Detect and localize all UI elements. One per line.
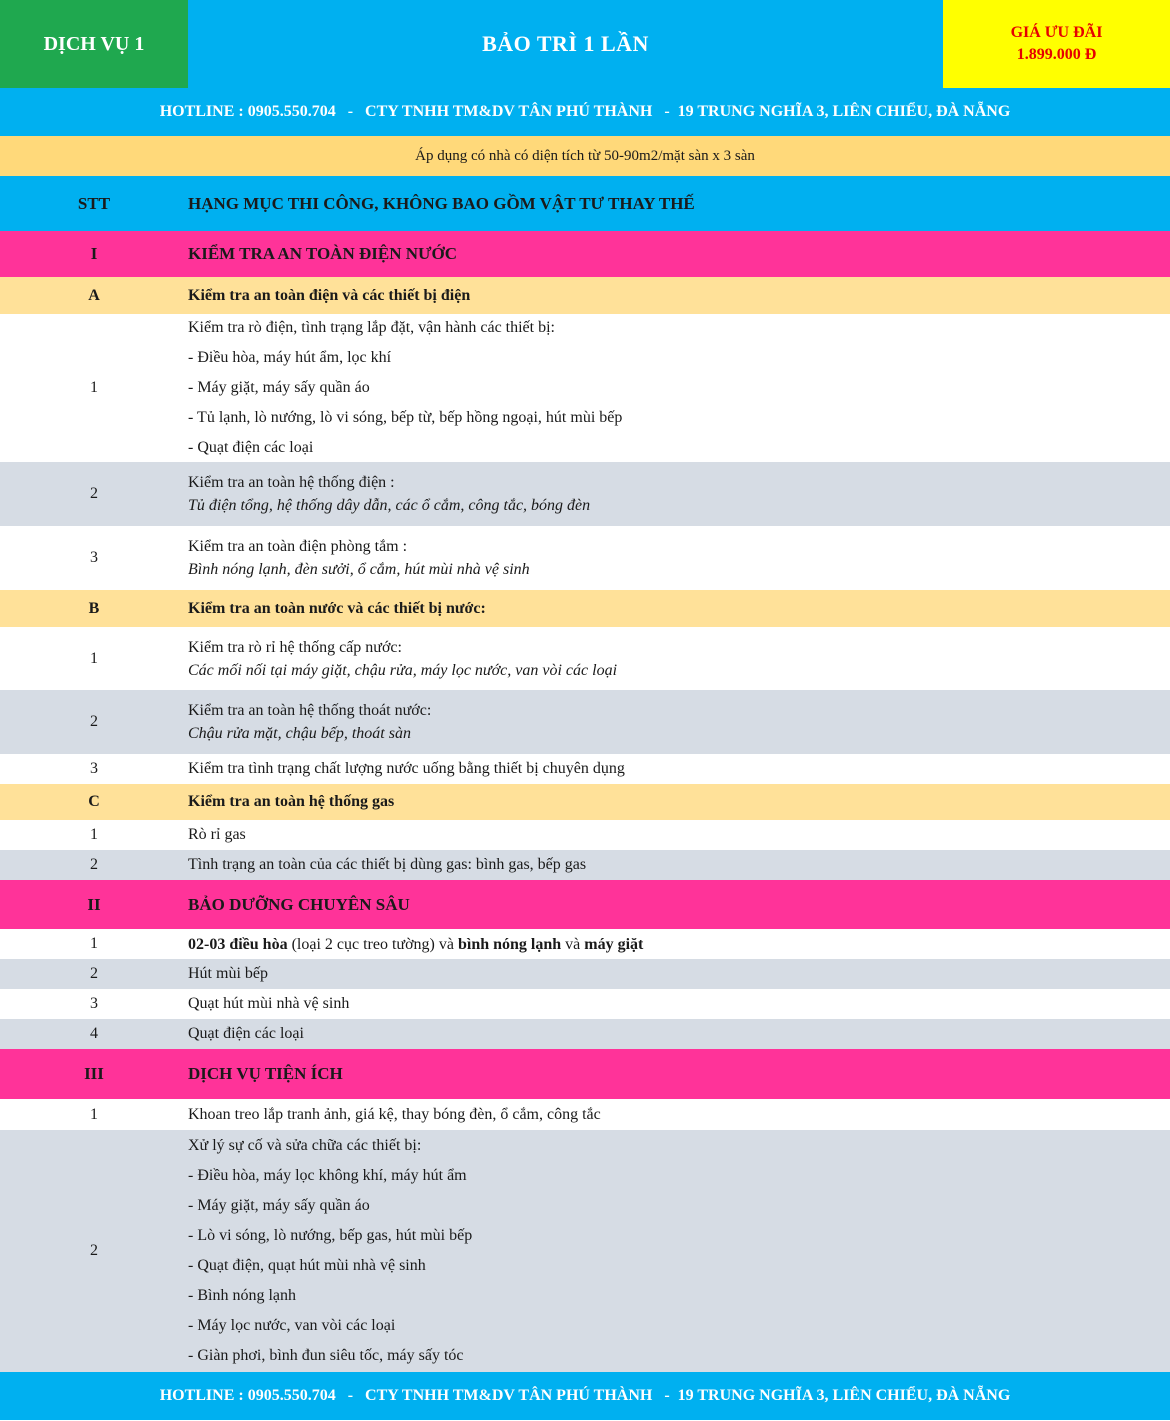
bold-text: máy giặt xyxy=(584,935,644,953)
row-stt: 3 xyxy=(90,549,98,566)
row-stt: 2 xyxy=(90,713,98,730)
row-stt: 3 xyxy=(90,760,98,777)
row-content xyxy=(188,526,1170,590)
subsection-stt: A xyxy=(88,286,100,304)
row-content: Khoan treo lắp tranh ảnh, giá kệ, thay bóng đèn, ổ cắm, công tắc xyxy=(188,1105,601,1123)
row-line: Kiểm tra an toàn hệ thống thoát nước: xyxy=(188,702,432,719)
row-stt: 1 xyxy=(90,1105,98,1123)
table-row xyxy=(0,1019,1170,1049)
page-title: BẢO TRÌ 1 LẦN xyxy=(188,0,943,88)
row-stt: 1 xyxy=(90,826,98,843)
table-row xyxy=(0,754,1170,784)
row-stt: 2 xyxy=(90,485,98,502)
row-line: - Máy lọc nước, van vòi các loại xyxy=(188,1317,396,1334)
subsection-title: Kiểm tra an toàn hệ thống gas xyxy=(188,793,395,810)
row-content xyxy=(188,1130,1170,1372)
row-line xyxy=(188,933,1170,956)
row-line: Kiểm tra rò rỉ hệ thống cấp nước: xyxy=(188,638,402,656)
row-line: - Điều hòa, máy hút ẩm, lọc khí xyxy=(188,349,392,366)
section-row xyxy=(0,880,1170,929)
row-content: Rò rỉ gas xyxy=(188,826,246,843)
price-label: GIÁ ƯU ĐÃI xyxy=(1010,24,1103,41)
table-row xyxy=(0,526,1170,590)
subsection-row xyxy=(0,277,1170,314)
row-content xyxy=(188,929,1170,959)
hotline-bar: HOTLINE : 0905.550.704 - CTY TNHH TM&DV TÂN PHÚ THÀNH - 19 TRUNG NGHĨA 3, LIÊN CHIỂU, ĐÀ NẴNG xyxy=(0,88,1170,136)
table-row xyxy=(0,929,1170,959)
row-line: - Lò vi sóng, lò nướng, bếp gas, hút mùi bếp xyxy=(188,1227,473,1244)
subsection-stt: B xyxy=(88,599,100,617)
section-stt: I xyxy=(90,244,98,263)
table-row xyxy=(0,314,1170,462)
plain-text: (loại 2 cục treo tường) và xyxy=(287,935,458,953)
row-stt: 1 xyxy=(90,935,98,952)
header-item: HẠNG MỤC THI CÔNG, KHÔNG BAO GỒM VẬT TƯ THAY THẾ xyxy=(188,193,695,213)
subsection-title: Kiểm tra an toàn nước và các thiết bị nước: xyxy=(188,599,486,617)
row-line: - Máy giặt, máy sấy quần áo xyxy=(188,379,370,396)
row-content: Hút mùi bếp xyxy=(188,965,268,982)
bold-text: bình nóng lạnh xyxy=(457,935,562,953)
table-row xyxy=(0,820,1170,850)
row-line: - Tủ lạnh, lò nướng, lò vi sóng, bếp từ, bếp hồng ngoại, hút mùi bếp xyxy=(188,409,623,426)
row-detail: Bình nóng lạnh, đèn sưởi, ổ cắm, hút mùi nhà vệ sinh xyxy=(188,561,530,578)
subsection-row xyxy=(0,784,1170,820)
section-stt: III xyxy=(84,1064,104,1083)
table-row xyxy=(0,1099,1170,1130)
price-box xyxy=(943,0,1170,88)
row-stt: 3 xyxy=(90,995,98,1012)
service-label: DỊCH VỤ 1 xyxy=(0,0,188,88)
section-title: BẢO DƯỠNG CHUYÊN SÂU xyxy=(188,894,410,914)
subsection-row xyxy=(0,590,1170,627)
row-content: Tình trạng an toàn của các thiết bị dùng gas: bình gas, bếp gas xyxy=(188,856,587,873)
table-row xyxy=(0,627,1170,690)
row-stt: 1 xyxy=(90,649,98,667)
row-line: - Quạt điện, quạt hút mùi nhà vệ sinh xyxy=(188,1257,426,1274)
table-row xyxy=(0,1130,1170,1372)
table-row xyxy=(0,989,1170,1019)
bold-text: 02-03 điều hòa xyxy=(188,935,288,953)
row-stt: 1 xyxy=(90,379,98,396)
subsection-title: Kiểm tra an toàn điện và các thiết bị điện xyxy=(188,286,471,304)
section-row xyxy=(0,1049,1170,1099)
table-row xyxy=(0,959,1170,989)
row-stt: 2 xyxy=(90,965,98,982)
row-line: - Quạt điện các loại xyxy=(188,439,314,456)
apply-note: Áp dụng có nhà có diện tích từ 50-90m2/mặt sàn x 3 sàn xyxy=(0,136,1170,176)
row-stt: 4 xyxy=(90,1025,98,1042)
row-line: Kiểm tra an toàn điện phòng tắm : xyxy=(188,538,408,555)
row-content xyxy=(188,627,1170,690)
row-line: Kiểm tra an toàn hệ thống điện : xyxy=(188,474,395,491)
price-value: 1.899.000 Đ xyxy=(1016,46,1097,63)
section-stt: II xyxy=(87,894,101,914)
section-title: KIỂM TRA AN TOÀN ĐIỆN NƯỚC xyxy=(188,244,458,263)
row-line: Xử lý sự cố và sửa chữa các thiết bị: xyxy=(188,1137,422,1154)
row-line: - Bình nóng lạnh xyxy=(188,1287,296,1304)
row-content xyxy=(188,690,1170,754)
subsection-stt: C xyxy=(88,793,100,810)
table-row xyxy=(0,462,1170,526)
header-stt: STT xyxy=(77,193,111,213)
row-line: - Máy giặt, máy sấy quần áo xyxy=(188,1197,370,1214)
hotline-bar-bottom: HOTLINE : 0905.550.704 - CTY TNHH TM&DV TÂN PHÚ THÀNH - 19 TRUNG NGHĨA 3, LIÊN CHIỂU, ĐÀ NẴNG xyxy=(0,1372,1170,1420)
row-content: Quạt điện các loại xyxy=(188,1025,304,1042)
plain-text: và xyxy=(561,935,585,953)
section-row xyxy=(0,231,1170,277)
table-row xyxy=(0,850,1170,880)
row-detail: Chậu rửa mặt, chậu bếp, thoát sàn xyxy=(188,725,411,742)
row-stt: 2 xyxy=(90,1242,98,1259)
row-content: Quạt hút mùi nhà vệ sinh xyxy=(188,995,350,1012)
top-banner xyxy=(0,0,1170,88)
section-title: DỊCH VỤ TIỆN ÍCH xyxy=(188,1064,343,1083)
row-stt: 2 xyxy=(90,856,98,873)
row-content xyxy=(188,314,1170,462)
row-detail: Tủ điện tổng, hệ thống dây dẫn, các ổ cắm, công tắc, bóng đèn xyxy=(188,497,591,514)
table-row xyxy=(0,690,1170,754)
row-line: - Giàn phơi, bình đun siêu tốc, máy sấy tóc xyxy=(188,1347,464,1364)
row-line: - Điều hòa, máy lọc không khí, máy hút ẩm xyxy=(188,1167,467,1184)
row-content: Kiểm tra tình trạng chất lượng nước uống bằng thiết bị chuyên dụng xyxy=(188,760,625,777)
row-detail: Các mối nối tại máy giặt, chậu rửa, máy lọc nước, van vòi các loại xyxy=(188,661,618,679)
row-content xyxy=(188,462,1170,526)
row-line: Kiểm tra rò điện, tình trạng lắp đặt, vận hành các thiết bị: xyxy=(188,319,555,336)
table-header xyxy=(0,176,1170,231)
